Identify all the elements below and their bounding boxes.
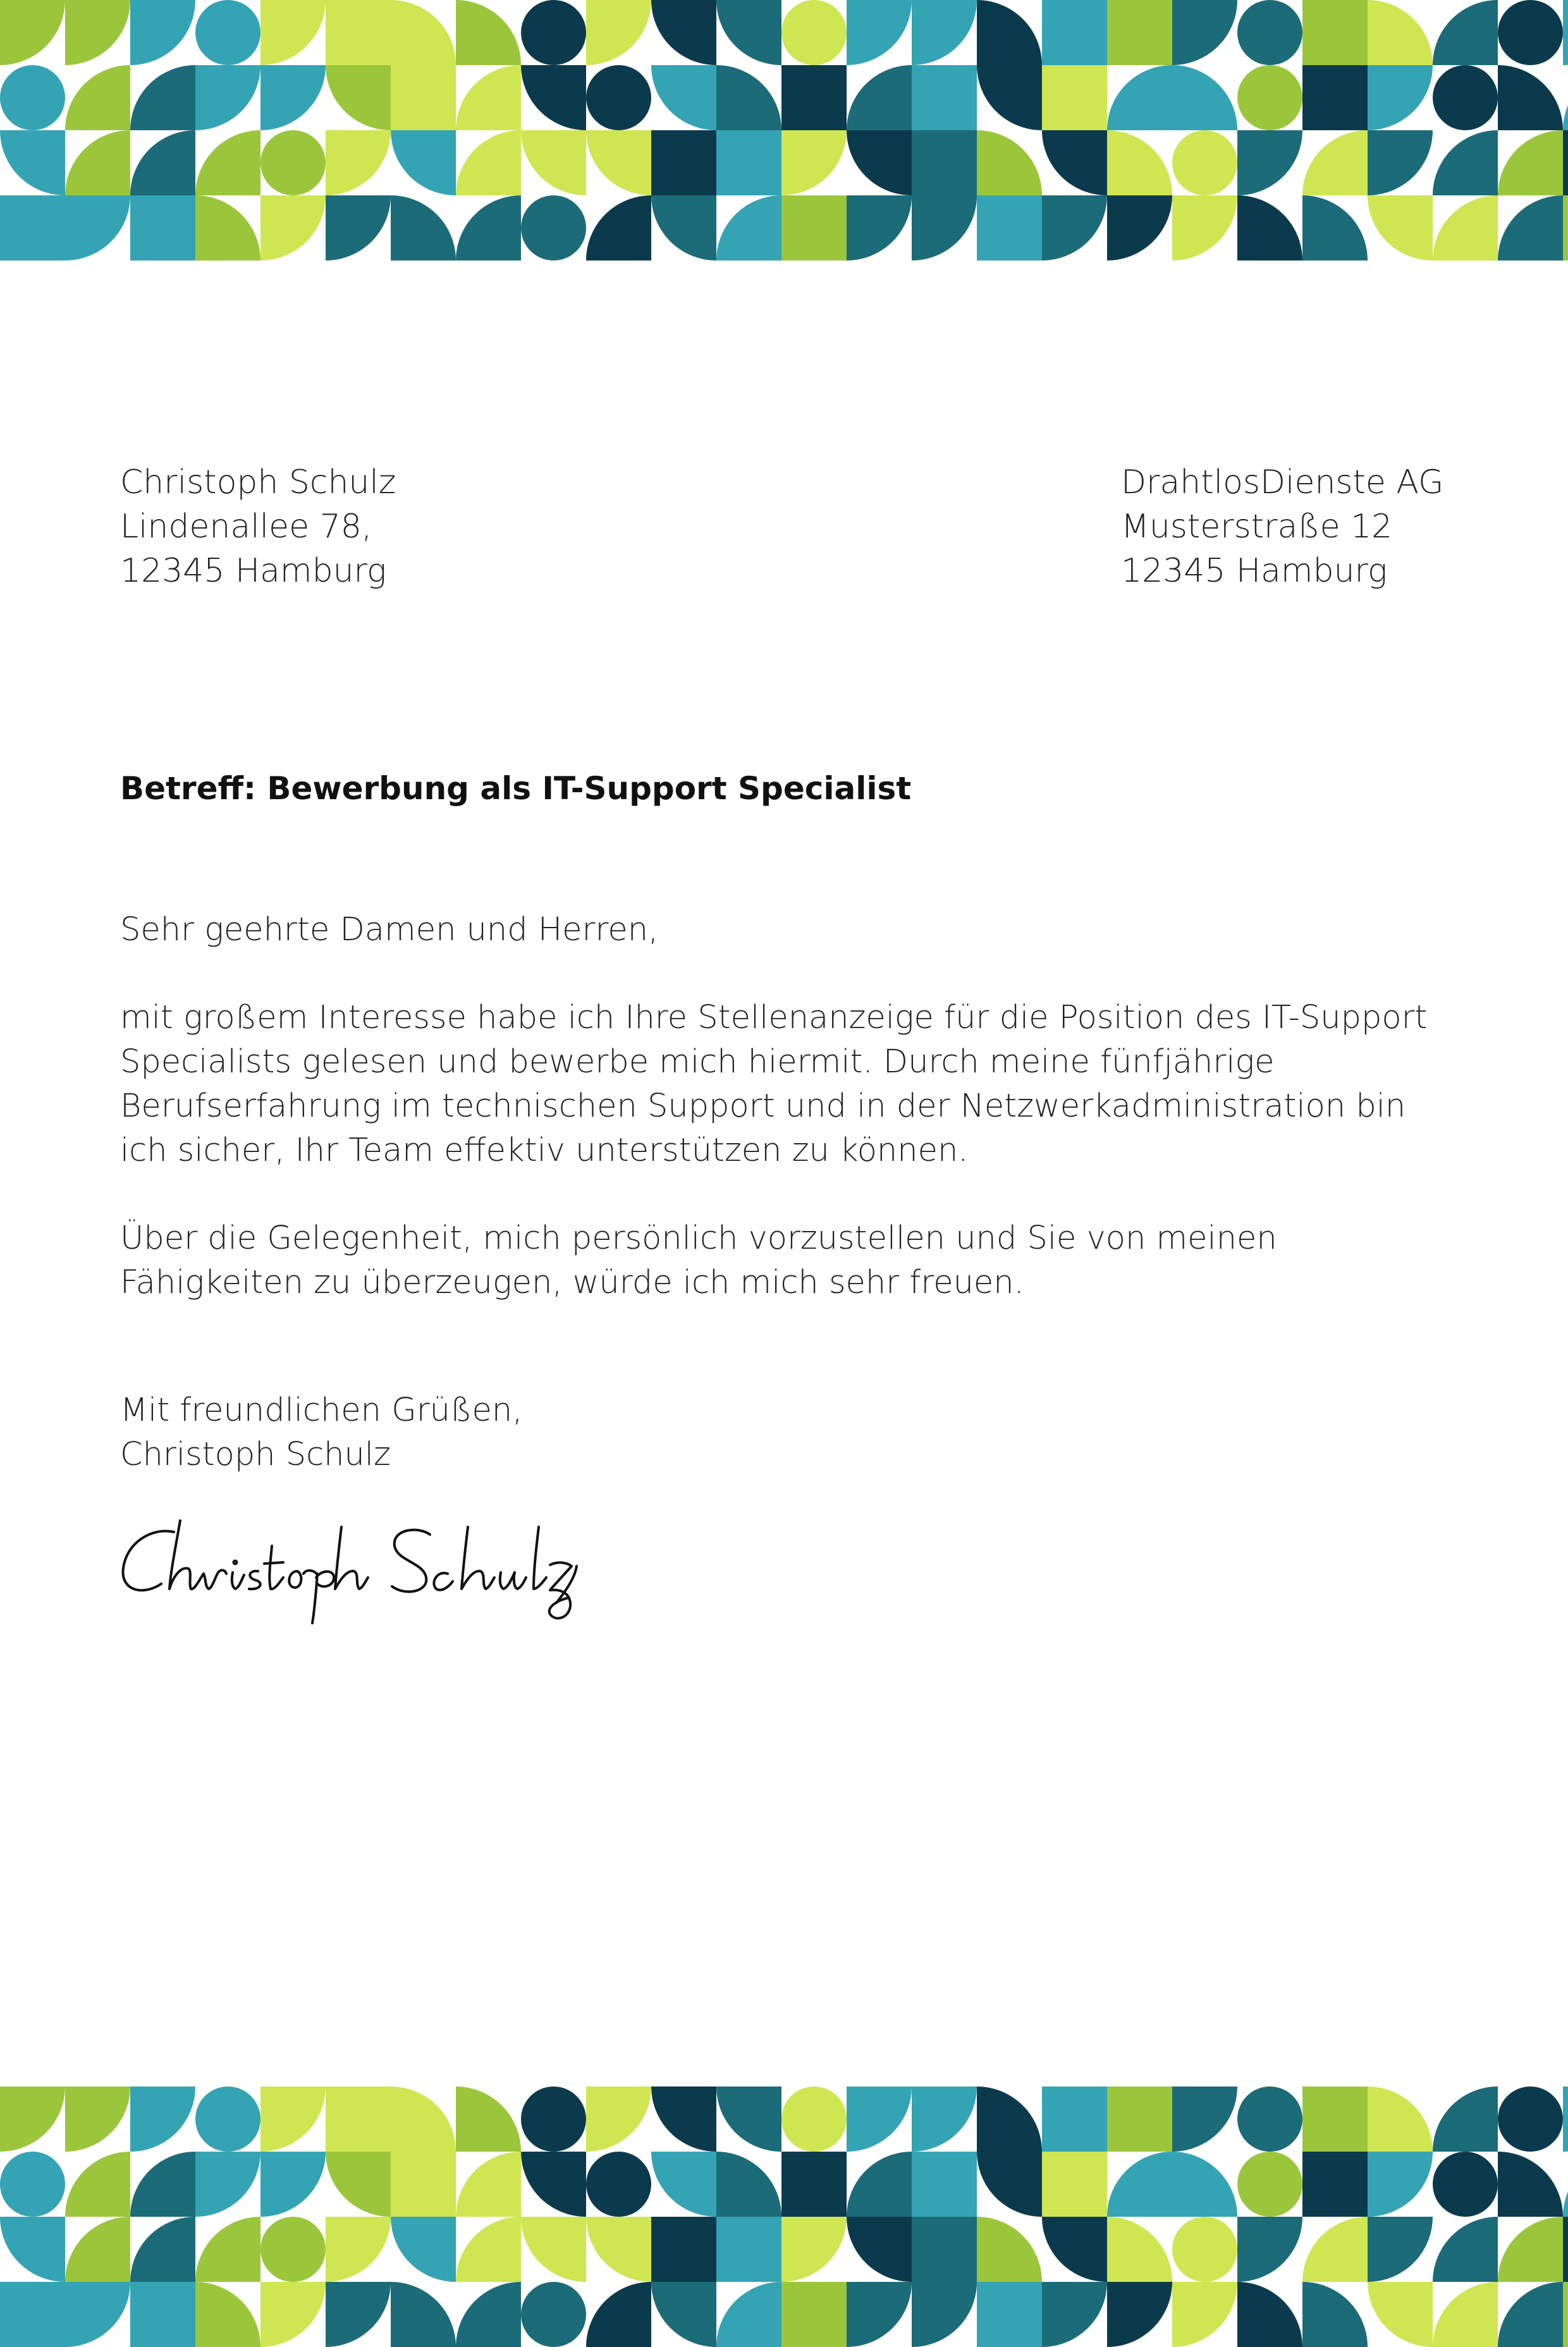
pattern-tile xyxy=(456,2152,521,2217)
pattern-tile xyxy=(521,2152,586,2217)
pattern-tile xyxy=(260,2152,326,2217)
pattern-tile xyxy=(977,65,1042,130)
pattern-tile xyxy=(391,2152,456,2217)
pattern-tile xyxy=(586,130,651,195)
pattern-tile xyxy=(586,195,651,260)
pattern-tile xyxy=(1433,195,1498,260)
subject-line: Betreff: Bewerbung als IT-Support Specialist xyxy=(120,770,912,807)
pattern-tile xyxy=(260,2087,326,2152)
pattern-tile xyxy=(1498,2087,1563,2152)
pattern-tile xyxy=(195,2152,260,2217)
pattern-tile xyxy=(195,130,260,195)
pattern-tile xyxy=(847,65,912,130)
pattern-tile xyxy=(1563,195,1568,260)
pattern-tile xyxy=(0,2152,65,2217)
pattern-tile xyxy=(195,2217,260,2282)
pattern-tile xyxy=(1433,2217,1498,2282)
pattern-tile xyxy=(130,130,195,195)
pattern-tile xyxy=(1302,195,1368,260)
pattern-tile xyxy=(912,65,977,130)
pattern-tile xyxy=(1172,2152,1237,2217)
pattern-tile xyxy=(1107,130,1172,195)
pattern-tile xyxy=(781,2152,847,2217)
pattern-tile xyxy=(1302,2087,1368,2152)
pattern-tile xyxy=(847,2217,912,2282)
pattern-tile xyxy=(977,130,1042,195)
pattern-tile xyxy=(391,2217,456,2282)
pattern-tile xyxy=(326,0,391,65)
pattern-tile xyxy=(130,65,195,130)
pattern-tile xyxy=(1302,2217,1368,2282)
pattern-tile xyxy=(65,195,130,260)
pattern-tile xyxy=(716,65,781,130)
pattern-tile xyxy=(130,2282,195,2347)
pattern-tile xyxy=(716,195,781,260)
pattern-tile xyxy=(1042,2087,1107,2152)
pattern-tile xyxy=(651,2282,716,2347)
pattern-tile xyxy=(1563,2087,1568,2152)
pattern-tile xyxy=(195,195,260,260)
pattern-tile xyxy=(1563,0,1568,65)
pattern-tile xyxy=(847,2152,912,2217)
closing xyxy=(120,1388,522,1477)
pattern-tile xyxy=(1107,2282,1172,2347)
bottom-pattern-band xyxy=(0,2087,1568,2347)
pattern-tile xyxy=(1237,2152,1302,2217)
pattern-tile xyxy=(1302,65,1368,130)
pattern-tile xyxy=(0,2087,65,2152)
pattern-tile xyxy=(1368,65,1433,130)
pattern-tile xyxy=(0,130,65,195)
pattern-tile xyxy=(1172,2217,1237,2282)
pattern-tile xyxy=(977,2087,1042,2152)
pattern-tile xyxy=(716,2217,781,2282)
body-paragraph: mit großem Interesse habe ich Ihre Stellenanzeige für die Position des IT-Support Specialists gelesen und bewerbe mich hiermit. Durch meine fünfjährige Berufserfahrung im technischen Support und in der Netzwerkadministration bin ich sicher, Ihr Team effektiv unterstützen zu können. xyxy=(120,999,1428,1169)
pattern-tile xyxy=(716,0,781,65)
pattern-tile xyxy=(1042,0,1107,65)
recipient-company: DrahtlosDienste AG xyxy=(1121,463,1444,501)
pattern-tile xyxy=(1237,195,1302,260)
pattern-tile xyxy=(1107,2217,1172,2282)
pattern-tile xyxy=(586,2282,651,2347)
pattern-tile xyxy=(1172,65,1237,130)
pattern-tile xyxy=(456,2087,521,2152)
pattern-tile xyxy=(1563,2152,1568,2217)
pattern-tile xyxy=(130,0,195,65)
pattern-tile xyxy=(1433,2152,1498,2217)
pattern-tile xyxy=(977,2282,1042,2347)
pattern-tile xyxy=(716,2152,781,2217)
pattern-tile xyxy=(1368,2282,1433,2347)
pattern-tile xyxy=(130,2152,195,2217)
pattern-tile xyxy=(1433,65,1498,130)
pattern-tile xyxy=(847,130,912,195)
pattern-tile xyxy=(521,130,586,195)
pattern-tile xyxy=(521,0,586,65)
pattern-tile xyxy=(586,65,651,130)
pattern-tile xyxy=(651,195,716,260)
pattern-tile xyxy=(326,2087,391,2152)
pattern-tile xyxy=(1563,2217,1568,2282)
pattern-tile xyxy=(1172,2282,1237,2347)
pattern-tile xyxy=(1433,2087,1498,2152)
pattern-tile xyxy=(521,65,586,130)
pattern-tile xyxy=(1237,0,1302,65)
recipient-street: Musterstraße 12 xyxy=(1121,508,1393,546)
pattern-tile xyxy=(1302,0,1368,65)
body-paragraph: Über die Gelegenheit, mich persönlich vorzustellen und Sie von meinen Fähigkeiten zu überzeugen, würde ich mich sehr freuen. xyxy=(120,1220,1277,1301)
pattern-tile xyxy=(1368,2152,1433,2217)
pattern-tile xyxy=(847,0,912,65)
pattern-tile xyxy=(847,2087,912,2152)
pattern-tile xyxy=(65,2282,130,2347)
geometric-pattern xyxy=(0,2087,1568,2347)
geometric-pattern xyxy=(0,0,1568,260)
pattern-tile xyxy=(651,65,716,130)
pattern-tile xyxy=(1042,2217,1107,2282)
pattern-tile xyxy=(1042,65,1107,130)
pattern-tile xyxy=(912,130,977,195)
pattern-tile xyxy=(1237,2282,1302,2347)
pattern-tile xyxy=(326,2217,391,2282)
pattern-tile xyxy=(195,2282,260,2347)
pattern-tile xyxy=(456,65,521,130)
pattern-tile xyxy=(977,2152,1042,2217)
pattern-tile xyxy=(1042,195,1107,260)
pattern-tile xyxy=(65,2217,130,2282)
pattern-tile xyxy=(1302,130,1368,195)
pattern-tile xyxy=(195,2087,260,2152)
pattern-tile xyxy=(326,2152,391,2217)
pattern-tile xyxy=(1368,195,1433,260)
pattern-tile xyxy=(586,2087,651,2152)
recipient-city: 12345 Hamburg xyxy=(1121,552,1388,590)
pattern-tile xyxy=(1368,130,1433,195)
pattern-tile xyxy=(391,2087,456,2152)
pattern-tile xyxy=(1563,2282,1568,2347)
pattern-tile xyxy=(1563,65,1568,130)
pattern-tile xyxy=(1107,65,1172,130)
pattern-tile xyxy=(1498,2282,1563,2347)
pattern-tile xyxy=(651,0,716,65)
pattern-tile xyxy=(1237,130,1302,195)
pattern-tile xyxy=(1172,130,1237,195)
pattern-tile xyxy=(326,2282,391,2347)
pattern-tile xyxy=(1107,195,1172,260)
pattern-tile xyxy=(195,0,260,65)
pattern-tile xyxy=(651,2087,716,2152)
pattern-tile xyxy=(586,2152,651,2217)
pattern-tile xyxy=(1237,65,1302,130)
pattern-tile xyxy=(651,2217,716,2282)
pattern-tile xyxy=(1368,0,1433,65)
sender-name: Christoph Schulz xyxy=(120,463,396,501)
pattern-tile xyxy=(1172,195,1237,260)
pattern-tile xyxy=(781,65,847,130)
pattern-tile xyxy=(1498,0,1563,65)
pattern-tile xyxy=(586,2217,651,2282)
pattern-tile xyxy=(781,130,847,195)
pattern-tile xyxy=(912,2087,977,2152)
pattern-tile xyxy=(781,2217,847,2282)
pattern-tile xyxy=(0,2282,65,2347)
pattern-tile xyxy=(977,2217,1042,2282)
pattern-tile xyxy=(0,2217,65,2282)
pattern-tile xyxy=(456,130,521,195)
pattern-tile xyxy=(912,2217,977,2282)
pattern-tile xyxy=(130,195,195,260)
pattern-tile xyxy=(1172,2087,1237,2152)
pattern-tile xyxy=(977,195,1042,260)
pattern-tile xyxy=(456,2282,521,2347)
pattern-tile xyxy=(1302,2282,1368,2347)
pattern-tile xyxy=(1368,2087,1433,2152)
handwritten-signature xyxy=(114,1508,620,1634)
pattern-tile xyxy=(716,2087,781,2152)
pattern-tile xyxy=(326,130,391,195)
pattern-tile xyxy=(1302,2152,1368,2217)
pattern-tile xyxy=(1498,2217,1563,2282)
pattern-tile xyxy=(1368,2217,1433,2282)
pattern-tile xyxy=(781,2282,847,2347)
pattern-tile xyxy=(260,2217,326,2282)
pattern-tile xyxy=(651,130,716,195)
pattern-tile xyxy=(521,2087,586,2152)
pattern-tile xyxy=(456,0,521,65)
pattern-tile xyxy=(65,65,130,130)
pattern-tile xyxy=(912,2152,977,2217)
pattern-tile xyxy=(260,130,326,195)
pattern-tile xyxy=(260,0,326,65)
pattern-tile xyxy=(326,195,391,260)
pattern-tile xyxy=(1498,195,1563,260)
pattern-tile xyxy=(651,2152,716,2217)
pattern-tile xyxy=(391,0,456,65)
pattern-tile xyxy=(260,65,326,130)
pattern-tile xyxy=(260,195,326,260)
pattern-tile xyxy=(391,130,456,195)
closing-name: Christoph Schulz xyxy=(120,1436,391,1473)
pattern-tile xyxy=(1107,2152,1172,2217)
pattern-tile xyxy=(1172,0,1237,65)
pattern-tile xyxy=(1237,2217,1302,2282)
pattern-tile xyxy=(130,2087,195,2152)
pattern-tile xyxy=(65,130,130,195)
salutation: Sehr geehrte Damen und Herren, xyxy=(120,911,659,948)
top-pattern-band xyxy=(0,0,1568,260)
pattern-tile xyxy=(0,0,65,65)
pattern-tile xyxy=(65,2152,130,2217)
recipient-address xyxy=(1121,460,1443,593)
pattern-tile xyxy=(1498,130,1563,195)
pattern-tile xyxy=(912,195,977,260)
pattern-tile xyxy=(1433,2282,1498,2347)
pattern-tile xyxy=(456,195,521,260)
pattern-tile xyxy=(326,65,391,130)
pattern-tile xyxy=(1107,0,1172,65)
pattern-tile xyxy=(781,195,847,260)
pattern-tile xyxy=(260,2282,326,2347)
pattern-tile xyxy=(130,2217,195,2282)
sender-address xyxy=(120,460,396,593)
closing-greeting: Mit freundlichen Grüßen, xyxy=(120,1392,523,1429)
pattern-tile xyxy=(456,2217,521,2282)
sender-city: 12345 Hamburg xyxy=(120,552,387,590)
pattern-tile xyxy=(391,195,456,260)
pattern-tile xyxy=(1563,130,1568,195)
pattern-tile xyxy=(1498,65,1563,130)
pattern-tile xyxy=(195,65,260,130)
pattern-tile xyxy=(912,0,977,65)
pattern-tile xyxy=(586,0,651,65)
pattern-tile xyxy=(781,2087,847,2152)
pattern-tile xyxy=(1042,130,1107,195)
pattern-tile xyxy=(781,0,847,65)
pattern-tile xyxy=(1107,2087,1172,2152)
pattern-tile xyxy=(1433,0,1498,65)
pattern-tile xyxy=(847,2282,912,2347)
pattern-tile xyxy=(847,195,912,260)
pattern-tile xyxy=(716,2282,781,2347)
pattern-tile xyxy=(0,195,65,260)
pattern-tile xyxy=(0,65,65,130)
pattern-tile xyxy=(1237,2087,1302,2152)
pattern-tile xyxy=(716,130,781,195)
pattern-tile xyxy=(1498,2152,1563,2217)
sender-street: Lindenallee 78, xyxy=(120,508,372,546)
pattern-tile xyxy=(391,65,456,130)
pattern-tile xyxy=(65,2087,130,2152)
pattern-tile xyxy=(1042,2282,1107,2347)
pattern-tile xyxy=(65,0,130,65)
letter-body xyxy=(120,908,1461,1305)
pattern-tile xyxy=(977,0,1042,65)
pattern-tile xyxy=(521,2282,586,2347)
pattern-tile xyxy=(912,2282,977,2347)
pattern-tile xyxy=(1042,2152,1107,2217)
pattern-tile xyxy=(521,195,586,260)
pattern-tile xyxy=(391,2282,456,2347)
pattern-tile xyxy=(1433,130,1498,195)
pattern-tile xyxy=(521,2217,586,2282)
